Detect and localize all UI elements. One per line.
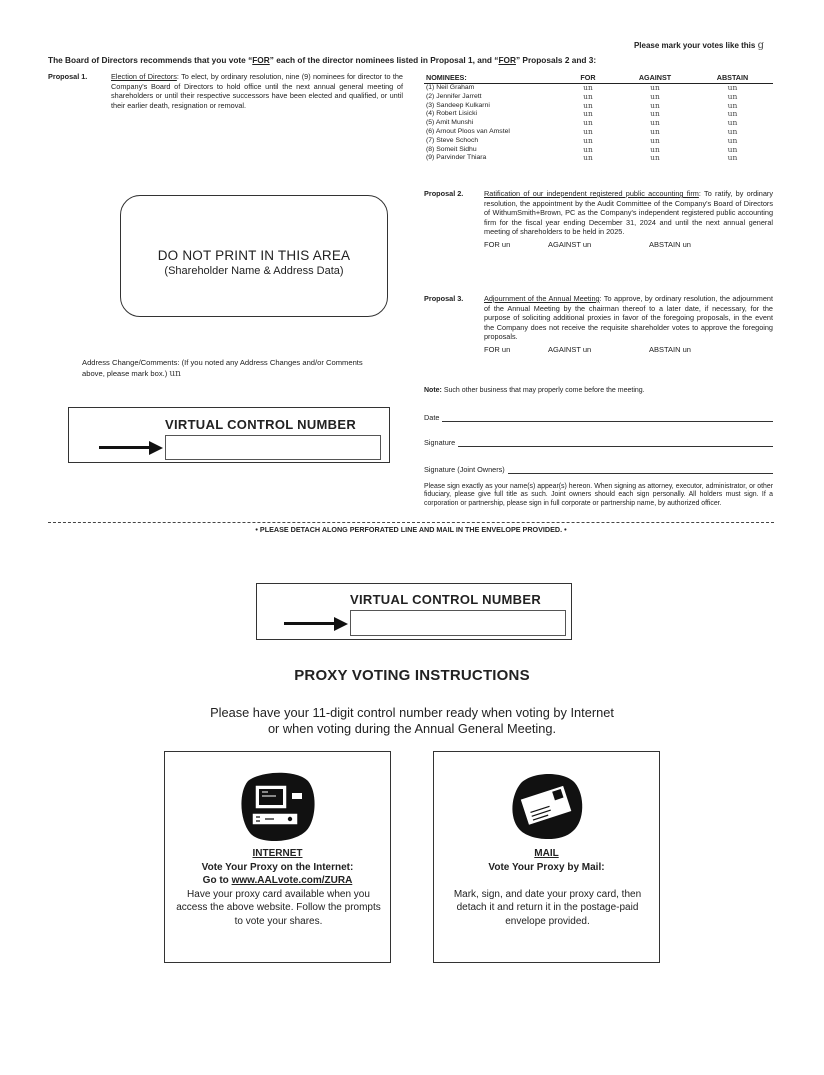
proxy-voting-title: PROXY VOTING INSTRUCTIONS	[294, 667, 530, 684]
nominee-row	[424, 93, 773, 102]
perforated-line	[48, 522, 774, 523]
internet-description: Have your proxy card available when you access the above website. Follow the prompts to vote your shares.	[176, 889, 381, 927]
proposal-3-for[interactable]: FOR un	[484, 344, 511, 354]
nominee-for-checkbox[interactable]: un	[583, 144, 593, 154]
mark-example-icon: g	[757, 40, 764, 51]
internet-subtitle: Vote Your Proxy on the Internet:	[201, 862, 354, 873]
mail-heading: MAIL	[534, 848, 559, 859]
proposal-2-against[interactable]: AGAINST un	[548, 239, 592, 249]
nominee-against-checkbox[interactable]: un	[650, 109, 660, 119]
nominee-abstain-checkbox[interactable]: un	[727, 135, 738, 145]
proposal-2-vote-options	[484, 240, 773, 250]
detach-instructions: • PLEASE DETACH ALONG PERFORATED LINE AND MAIL IN THE ENVELOPE PROVIDED. •	[255, 525, 567, 534]
nominee-name: (8) Someit Sidhu	[426, 145, 477, 153]
arrow-right-icon-2	[284, 622, 336, 625]
proxy-voting-text: Please have your 11-digit control number ready when voting by Internet or when voting during the Annual General Meeting.	[210, 705, 614, 736]
nominee-abstain-checkbox[interactable]: un	[727, 153, 738, 163]
abstain-header: ABSTAIN	[690, 72, 773, 84]
nominee-for-checkbox[interactable]: un	[583, 100, 593, 110]
nominee-name: (3) Sandeep Kulkarni	[426, 101, 490, 109]
nominee-abstain-checkbox[interactable]: un	[727, 144, 738, 154]
arrow-head-icon	[149, 441, 163, 455]
virtual-control-number-box	[68, 407, 390, 463]
nominee-name: (4) Robert Lisicki	[426, 110, 477, 118]
nominee-against-checkbox[interactable]: un	[650, 135, 660, 145]
signature-line[interactable]: Signature	[424, 438, 773, 447]
nominee-for-checkbox[interactable]: un	[583, 109, 593, 119]
nominee-row	[424, 137, 773, 146]
virtual-control-number-title: VIRTUAL CONTROL NUMBER	[165, 417, 357, 432]
nominee-for-checkbox[interactable]: un	[583, 91, 593, 101]
proposal-2-text: Ratification of our independent registered public accounting firm: To ratify, by ordinary resolution, the appointment by the Audit Committee of the Company's Board of Directors of WithumSmith+Brown, PC as the Company's independent registered public accounting firm for the fiscal year ending December 31, 2024 and until the next annual general meeting of shareholders to be held in 2025.	[484, 189, 773, 237]
proposal-3-abstain[interactable]: ABSTAIN un	[649, 344, 691, 354]
nominee-for-checkbox[interactable]: un	[583, 126, 593, 136]
virtual-control-number-title-2: VIRTUAL CONTROL NUMBER	[350, 592, 542, 607]
mark-votes-instruction: Please mark your votes like this g	[633, 40, 764, 51]
nominee-against-checkbox[interactable]: un	[650, 118, 660, 128]
nominee-against-checkbox[interactable]: un	[650, 83, 660, 92]
against-header: AGAINST	[618, 72, 690, 84]
computer-icon	[238, 769, 318, 845]
joint-signature-line[interactable]: Signature (Joint Owners)	[424, 465, 773, 474]
proposal-1-text: Election of Directors: To elect, by ordinary resolution, nine (9) nominees for director to the Company's Board of Directors to hold office until the next annual general meeting of shareholders or until their respective successors have been elected and qualified, or until their earlier death, resignation or removal.	[111, 72, 403, 110]
nominee-abstain-checkbox[interactable]: un	[727, 126, 738, 136]
nominees-table	[424, 72, 773, 163]
proposal-3-label: Proposal 3.	[424, 294, 464, 303]
internet-vote-card	[164, 751, 391, 963]
proposal-2-abstain[interactable]: ABSTAIN un	[649, 239, 691, 249]
nominee-against-checkbox[interactable]: un	[650, 91, 660, 101]
internet-goto: Go to www.AALvote.com/ZURA	[202, 875, 353, 886]
signing-instructions: Please sign exactly as your name(s) appear(s) hereon. When signing as attorney, executor, administrator, or other fiduciary, please give full title as such. Joint owners should each sign personally. All holders must sign. If a corporation or partnership, please sign in full corporate or partnership name, by authorized officer.	[424, 483, 773, 507]
proposal-2	[424, 189, 773, 250]
nominee-row	[424, 146, 773, 155]
nominee-row	[424, 110, 773, 119]
arrow-head-icon-2	[334, 617, 348, 631]
nominee-row	[424, 154, 773, 163]
mail-vote-card	[433, 751, 660, 963]
shareholder-address-area	[120, 195, 388, 317]
nominee-name: (9) Parvinder Thiara	[426, 154, 487, 162]
proposal-3-against[interactable]: AGAINST un	[548, 344, 592, 354]
nominee-for-checkbox[interactable]: un	[583, 83, 593, 92]
date-line[interactable]: Date	[424, 413, 773, 422]
nominee-abstain-checkbox[interactable]: un	[727, 100, 738, 110]
for-header: FOR	[556, 72, 618, 84]
nominee-name: (7) Steve Schoch	[426, 136, 479, 144]
nominee-row	[424, 119, 773, 128]
internet-url-link[interactable]: www.AALvote.com/ZURA	[231, 875, 353, 886]
virtual-control-number-box-2	[256, 583, 572, 640]
virtual-control-number-field-2[interactable]	[350, 610, 566, 636]
internet-heading: INTERNET	[252, 848, 303, 859]
nominee-for-checkbox[interactable]: un	[583, 135, 593, 145]
nominee-name: (1) Neil Graham	[426, 84, 475, 91]
nominee-for-checkbox[interactable]: un	[583, 118, 593, 128]
nominee-abstain-checkbox[interactable]: un	[727, 118, 738, 128]
nominee-name: (2) Jennifer Jarrett	[426, 92, 482, 100]
board-recommendation: The Board of Directors recommends that you vote “FOR” each of the director nominees listed in Proposal 1, and “FOR” Proposals 2 and 3:	[48, 55, 597, 65]
nominee-row	[424, 102, 773, 111]
mail-description: Mark, sign, and date your proxy card, then detach it and return it in the postage-paid envelope provided.	[453, 889, 642, 927]
address-change-comments: Address Change/Comments: (If you noted any Address Changes and/or Comments above, please mark box.) un	[82, 358, 363, 379]
do-not-print-subtitle: (Shareholder Name & Address Data)	[164, 264, 344, 277]
proposal-1-label: Proposal 1.	[48, 72, 88, 81]
nominee-name: (5) Amit Munshi	[426, 119, 474, 127]
proposal-2-for[interactable]: FOR un	[484, 239, 511, 249]
nominee-against-checkbox[interactable]: un	[650, 144, 660, 154]
nominee-row	[424, 128, 773, 137]
proposal-3	[424, 294, 773, 355]
envelope-icon	[509, 769, 585, 843]
nominee-name: (6) Arnout Ploos van Amstel	[426, 127, 510, 135]
proposal-2-label: Proposal 2.	[424, 189, 464, 198]
do-not-print-title: DO NOT PRINT IN THIS AREA	[157, 247, 351, 263]
nominee-abstain-checkbox[interactable]: un	[727, 91, 738, 101]
nominee-against-checkbox[interactable]: un	[650, 153, 660, 163]
virtual-control-number-field[interactable]	[165, 435, 381, 460]
mail-subtitle: Vote Your Proxy by Mail:	[488, 862, 605, 873]
proposal-3-text: Adjournment of the Annual Meeting: To approve, by ordinary resolution, the adjournment of the Annual Meeting by the chairman thereof to a later date, if necessary, for the purpose of soliciting additional proxies in favor of the foregoing proposals, in the event the Company does not receive the requisite shareholder votes to approve the foregoing proposals.	[484, 294, 773, 342]
note: Note: Such other business that may properly come before the meeting.	[424, 387, 645, 394]
nominee-row	[424, 84, 773, 93]
nominee-for-checkbox[interactable]: un	[583, 153, 593, 163]
address-change-checkbox[interactable]: un	[169, 368, 181, 379]
proposal-3-vote-options	[484, 345, 773, 355]
nominee-abstain-checkbox[interactable]: un	[727, 83, 738, 92]
arrow-right-icon	[99, 446, 151, 449]
nominees-header: NOMINEES:	[424, 72, 556, 84]
nominee-against-checkbox[interactable]: un	[650, 100, 660, 110]
nominee-abstain-checkbox[interactable]: un	[727, 109, 738, 119]
nominee-against-checkbox[interactable]: un	[650, 126, 660, 136]
